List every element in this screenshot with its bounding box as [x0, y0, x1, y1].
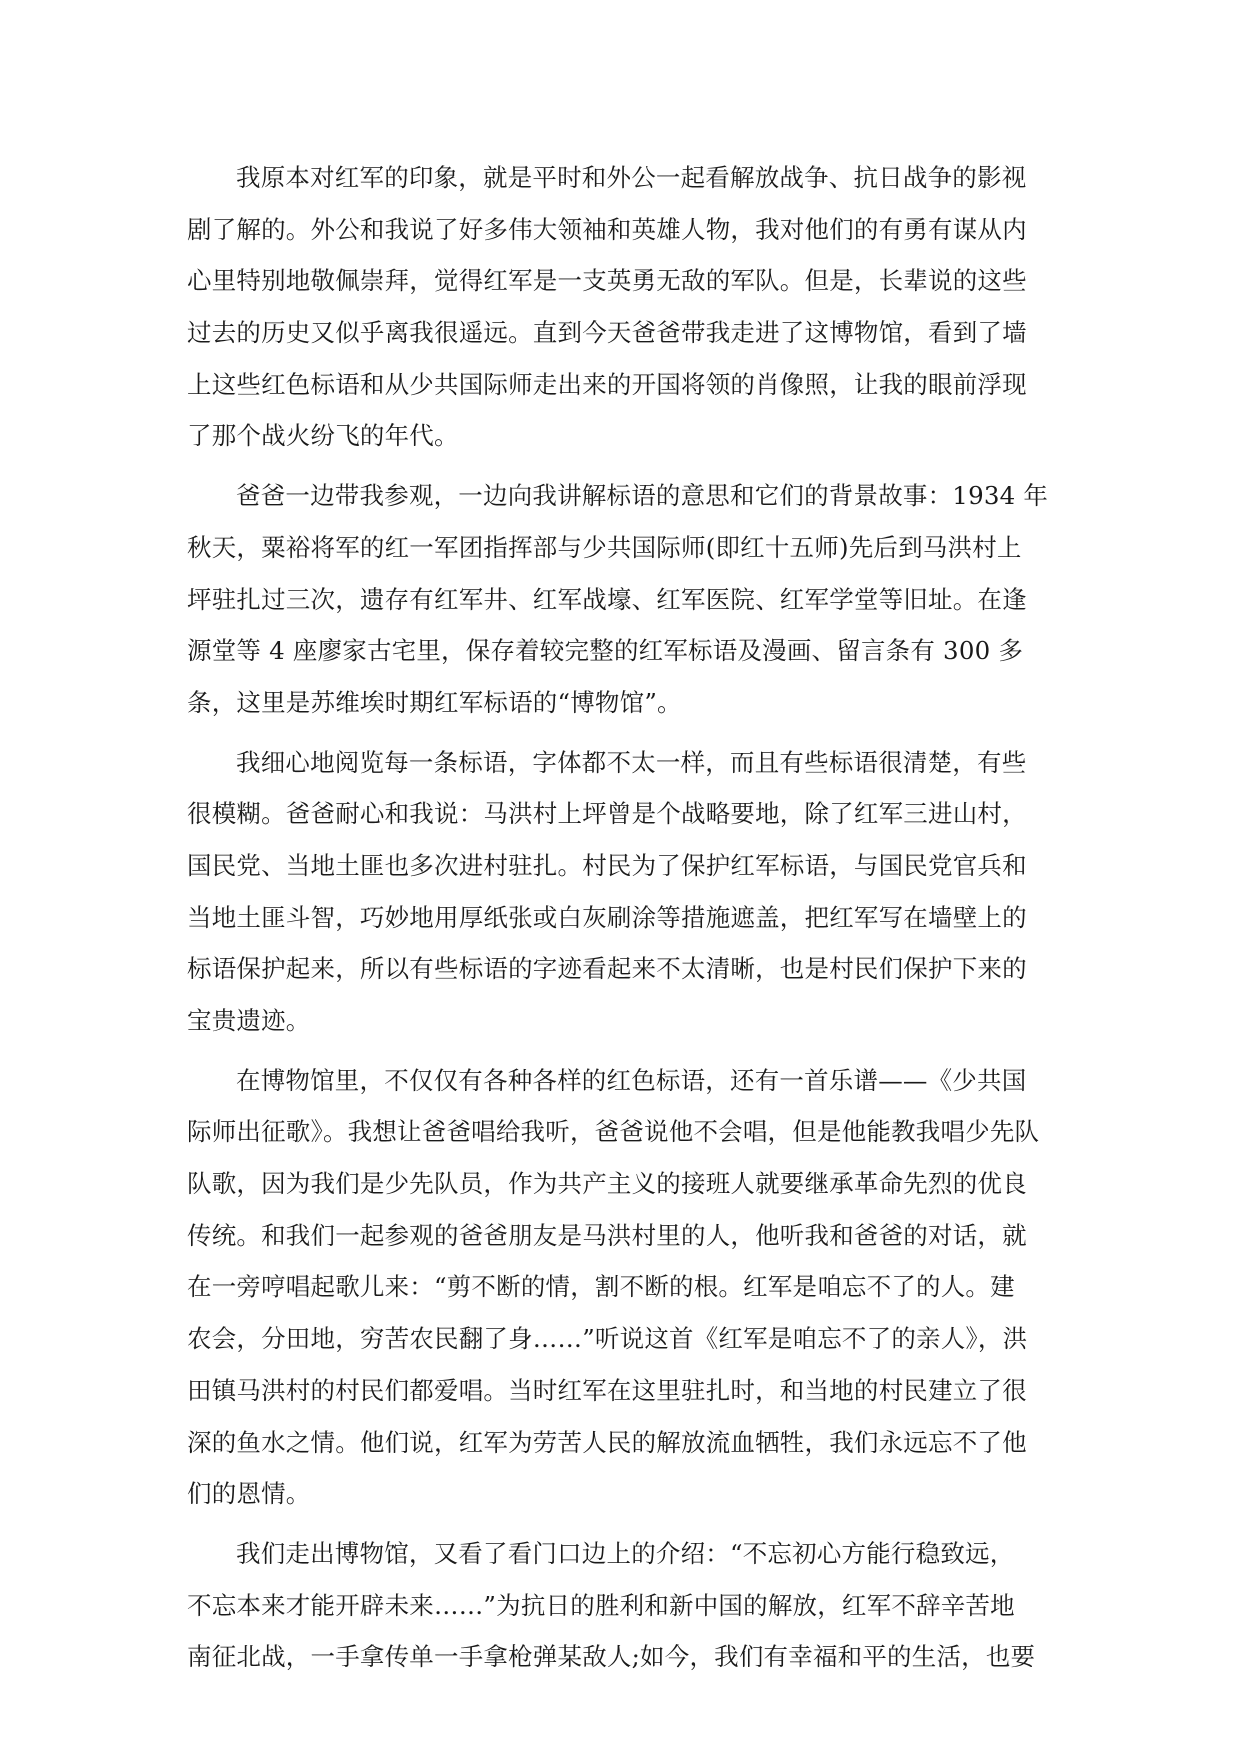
paragraph-line: 了那个战火纷飞的年代。: [187, 421, 459, 451]
paragraph-line: 过去的历史又似乎离我很遥远。直到今天爸爸带我走进了这博物馆，看到了墙: [187, 318, 1027, 348]
paragraph-1: [187, 152, 1057, 462]
paragraph-line: 传统。和我们一起参观的爸爸朋友是马洪村里的人，他听我和爸爸的对话，就: [187, 1220, 1027, 1250]
paragraph-line: 宝贵遗迹。: [187, 1006, 311, 1035]
paragraph-line: 国民党、当地土匪也多次进村驻扎。村民为了保护红军标语，与国民党官兵和: [187, 850, 1027, 880]
paragraph-line: 上这些红色标语和从少共国际师走出来的开国将领的肖像照，让我的眼前浮现: [187, 369, 1027, 399]
paragraph-2: [187, 470, 1057, 728]
paragraph-line: 我原本对红军的印象，就是平时和外公一起看解放战争、抗日战争的影视: [236, 163, 1027, 192]
paragraph-line: 源堂等 4 座廖家古宅里，保存着较完整的红军标语及漫画、留言条有 300 多: [187, 636, 1024, 666]
paragraph-line: 深的鱼水之情。他们说，红军为劳苦人民的解放流血牺牲，我们永远忘不了他: [187, 1427, 1027, 1457]
paragraph-line: 标语保护起来，所以有些标语的字迹看起来不太清晰，也是村民们保护下来的: [187, 954, 1027, 984]
paragraph-line: 在博物馆里，不仅仅有各种各样的红色标语，还有一首乐谱——《少共国: [236, 1065, 1027, 1095]
paragraph-4: [187, 1055, 1057, 1520]
paragraph-line: 爸爸一边带我参观，一边向我讲解标语的意思和它们的背景故事：1934 年: [236, 481, 1049, 511]
paragraph-line: 很模糊。爸爸耐心和我说：马洪村上坪曾是个战略要地，除了红军三进山村，: [187, 799, 1027, 829]
paragraph-line: 秋天，粟裕将军的红一军团指挥部与少共国际师(即红十五师)先后到马洪村上: [187, 532, 1022, 562]
paragraph-line: 心里特别地敬佩崇拜，觉得红军是一支英勇无敌的军队。但是，长辈说的这些: [187, 266, 1027, 296]
paragraph-line: 田镇马洪村的村民们都爱唱。当时红军在这里驻扎时，和当地的村民建立了很: [187, 1375, 1027, 1405]
paragraph-line: 当地土匪斗智，巧妙地用厚纸张或白灰刷涂等措施遮盖，把红军写在墙壁上的: [187, 902, 1027, 932]
paragraph-line: 们的恩情。: [187, 1479, 311, 1509]
paragraph-3: [187, 737, 1057, 1047]
paragraph-line: 我们走出博物馆，又看了看门口边上的介绍：“不忘初心方能行稳致远，: [236, 1538, 1015, 1568]
paragraph-line: 我细心地阅览每一条标语，字体都不太一样，而且有些标语很清楚，有些: [236, 747, 1027, 777]
paragraph-line: 南征北战，一手拿传单一手拿枪弹某敌人;如今，我们有幸福和平的生活，也要: [187, 1642, 1036, 1672]
paragraph-line: 在一旁哼唱起歌儿来：“剪不断的情，割不断的根。红军是咱忘不了的人。建: [187, 1272, 1015, 1302]
document-body: [187, 152, 1057, 1683]
paragraph-line: 坪驻扎过三次，遗存有红军井、红军战壕、红军医院、红军学堂等旧址。在逢: [187, 584, 1027, 614]
paragraph-line: 剧了解的。外公和我说了好多伟大领袖和英雄人物，我对他们的有勇有谋从内: [187, 214, 1027, 244]
paragraph-5: [187, 1528, 1057, 1683]
paragraph-line: 队歌，因为我们是少先队员，作为共产主义的接班人就要继承革命先烈的优良: [187, 1169, 1027, 1199]
paragraph-line: 农会，分田地，穷苦农民翻了身……”听说这首《红军是咱忘不了的亲人》，洪: [187, 1324, 1028, 1354]
paragraph-line: 不忘本来才能开辟未来……”为抗日的胜利和新中国的解放，红军不辞辛苦地: [187, 1590, 1015, 1620]
paragraph-line: 条，这里是苏维埃时期红军标语的“博物馆”。: [187, 687, 682, 717]
paragraph-line: 际师出征歌》。我想让爸爸唱给我听，爸爸说他不会唱，但是他能教我唱少先队: [187, 1117, 1040, 1147]
